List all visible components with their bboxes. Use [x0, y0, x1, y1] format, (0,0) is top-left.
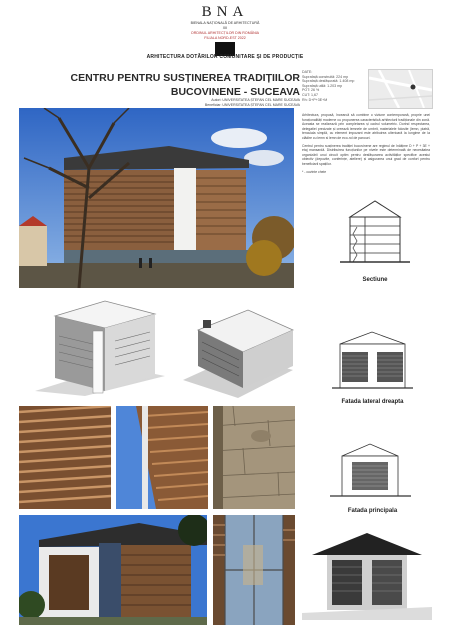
fact-line: CUT: 1,67 — [302, 92, 318, 97]
logo-subtitle-2: XII — [222, 26, 228, 30]
map-pin-icon — [411, 85, 416, 90]
detail-photo-louvers — [19, 406, 111, 509]
section-caption: Sectiune — [362, 277, 388, 283]
logo-text: BNA — [201, 4, 249, 20]
detail-photo-stone — [213, 406, 295, 509]
project-facts — [302, 70, 367, 102]
project-meta — [190, 98, 300, 108]
detail-photo-corner — [116, 406, 208, 509]
keywords-note: * - cuvinte cheie — [302, 169, 327, 174]
fact-line: Rh: D+P+3E+M — [302, 97, 328, 102]
render-3d-right — [178, 300, 298, 400]
description — [302, 113, 430, 177]
section-drawing — [335, 195, 415, 270]
location-map — [368, 69, 433, 109]
fact-line: Suprafață desfășurată: 1.408 mp — [302, 79, 355, 84]
description-paragraph-1: Arhitectura, propusă, încearcă să combine o viziune contemporană, proprie unei funcționalități moderne cu propunerea caracteristică arhitecturii tradiționale din zonă. Aceasta se realizează prin completarea și cadrul volumetric. Dorind respectarea, delegatiei precizate și creează lemnele de umbrit, materialele folosite (lemn, piatră, tencuiala simplă, cu element impozant este atribuirea ulterioară la lungime de la clădire cu lemn si lemn de eco-rol de panouri. — [302, 113, 430, 140]
section-title: ARHITECTURA DOTĂRILOR COMUNITARE ȘI DE PRODUCȚIE — [146, 54, 304, 60]
description-paragraph-2: Centrul pentru susținerea tradiției bucovinene are regimul de înălțime D + P + 3E + etaj mansardă. Distribuirea funcțiunilor pe nivele este determinată de necesitatea organizării unui circuit optim pentru desfășurarea activităților specifice acestui obiectiv (depozite, conferințe, ateliere) și asigurarea unui grad de confort pentru beneficiarii spațiilor. — [302, 143, 430, 166]
meta-line-2: Beneficiar: UNIVERSITATEA ȘTEFAN CEL MARE SUCEAVA — [204, 103, 300, 107]
bottom-render — [302, 525, 432, 620]
logo-red-line-2: FILIALA NORD-EST 2022 — [204, 36, 246, 40]
header-logo — [0, 4, 450, 57]
fact-line: Suprafață utilă: 1.203 mp — [302, 83, 343, 88]
logo-subtitle-1: BIENALA NAȚIONALĂ DE ARHITECTURĂ — [190, 21, 260, 25]
meta-line-1: Autori: UNIVERSITATEA ȘTEFAN CEL MARE SUCEAVA — [211, 98, 300, 102]
main-facade-caption: Fatada principala — [347, 508, 398, 514]
logo-red-line-1: ORDINUL ARHITECȚILOR DIN ROMÂNIA — [190, 31, 260, 35]
main-facade-drawing — [328, 440, 413, 500]
bottom-detail-photo — [213, 515, 295, 625]
project-title: CENTRU PENTRU SUSȚINEREA TRADIȚIILOR BUCOVINENE - SUCEAVA — [70, 72, 300, 98]
render-3d-left — [25, 296, 170, 401]
main-building-photo — [19, 108, 294, 288]
fact-line: DATE: — [302, 70, 313, 74]
side-facade-caption: Fatada lateral dreapta — [341, 399, 404, 405]
fact-line: Suprafață construită: 224 mp — [302, 74, 349, 79]
bottom-building-photo — [19, 515, 207, 625]
fact-line: POT: 26 % — [302, 88, 320, 93]
side-facade-drawing — [330, 330, 415, 392]
